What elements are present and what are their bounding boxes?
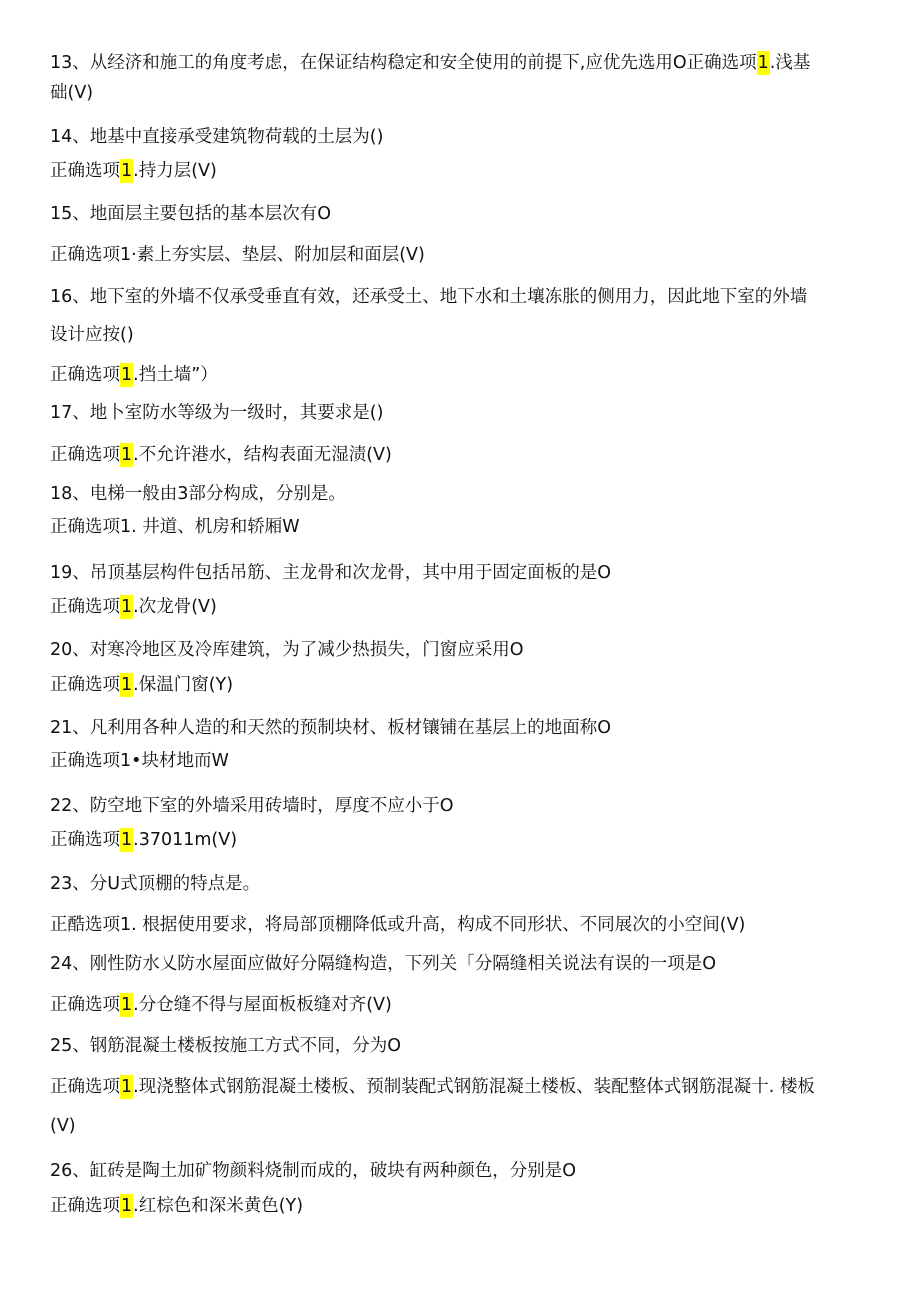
question-text: 13、从经济和施工的角度考虑，在保证结构稳定和安全使用的前提下,应优先选用O正确选项 xyxy=(50,53,757,73)
answer-label: 正确选项 xyxy=(50,445,120,465)
answer-line-19 xyxy=(50,595,217,619)
question-line-16: 16、地下室的外墙不仅承受垂直有效，还承受土、地下水和土壤冻胀的侧用力，因此地下室的外墙 xyxy=(50,287,808,307)
answer-line-13-cont: 础(V) xyxy=(50,83,94,103)
answer-line-20 xyxy=(50,673,233,697)
answer-line-17 xyxy=(50,443,392,467)
question-line-21: 21、凡利用各种人造的和天然的预制块材、板材镶铺在基层上的地面称O xyxy=(50,718,612,738)
answer-line-18: 正确选项1. 井道、机房和轿厢W xyxy=(50,517,300,537)
answer-line-16 xyxy=(50,363,218,387)
answer-line-23: 正酷选项1. 根据使用要求，将局部顶棚降低或升高，构成不同形状、不同展次的小空间(V) xyxy=(50,915,746,935)
answer-line-26 xyxy=(50,1194,303,1218)
answer-text: .分仓缝不得与屋面板板缝对齐(V) xyxy=(133,995,392,1015)
answer-highlight: 1 xyxy=(121,1077,133,1097)
answer-text: .37011m(V) xyxy=(133,830,238,850)
question-line-13 xyxy=(50,51,810,75)
answer-highlight: 1 xyxy=(121,1196,133,1216)
answer-label: 正确选项 xyxy=(50,830,120,850)
question-line-23: 23、分U式顶棚的特点是。 xyxy=(50,874,261,894)
answer-line-21: 正确选项1•块材地而W xyxy=(50,751,229,771)
question-line-20: 20、对寒冷地区及冷库建筑，为了减少热损失，门窗应采用O xyxy=(50,640,524,660)
answer-highlight: 1 xyxy=(121,995,133,1015)
answer-line-25 xyxy=(50,1075,815,1099)
answer-text: .挡土墙”） xyxy=(133,365,218,385)
answer-label: 正确选项 xyxy=(50,1196,120,1216)
question-line-25: 25、钢筋混凝土楼板按施工方式不同，分为O xyxy=(50,1036,402,1056)
question-line-24: 24、刚性防水乂防水屋面应做好分隔缝构造，下列关「分隔缝相关说法有误的一项是O xyxy=(50,954,717,974)
question-line-26: 26、缸砖是陶土加矿物颜料烧制而成的，破块有两种颜色，分别是O xyxy=(50,1161,577,1181)
answer-line-25-cont: (V) xyxy=(50,1116,76,1136)
answer-label: 正确选项 xyxy=(50,597,120,617)
answer-line-14 xyxy=(50,159,217,183)
answer-text: .红棕色和深米黄色(Y) xyxy=(133,1196,304,1216)
question-line-17: 17、地卜室防水等级为一级时，其要求是() xyxy=(50,403,384,423)
question-line-16-cont: 设计应按() xyxy=(50,325,134,345)
answer-highlight: 1 xyxy=(757,53,769,73)
answer-label: 正确选项 xyxy=(50,161,120,181)
answer-highlight: 1 xyxy=(121,161,133,181)
answer-label: 正确选项 xyxy=(50,995,120,1015)
answer-text: .保温门窗(Y) xyxy=(133,675,234,695)
question-line-18: 18、电梯一般由3部分构成，分别是。 xyxy=(50,484,346,504)
question-line-22: 22、防空地下室的外墙采用砖墙时，厚度不应小于O xyxy=(50,796,454,816)
answer-highlight: 1 xyxy=(121,830,133,850)
answer-text: .浅基 xyxy=(769,53,811,73)
answer-highlight: 1 xyxy=(121,675,133,695)
question-line-19: 19、吊顶基层构件包括吊筋、主龙骨和次龙骨，其中用于固定面板的是O xyxy=(50,563,612,583)
question-line-15: 15、地面层主要包括的基本层次有O xyxy=(50,204,332,224)
answer-line-24 xyxy=(50,993,392,1017)
question-line-14: 14、地基中直接承受建筑物荷载的土层为() xyxy=(50,127,384,147)
answer-highlight: 1 xyxy=(121,365,133,385)
answer-label: 正确选项 xyxy=(50,365,120,385)
answer-label: 正确选项 xyxy=(50,675,120,695)
answer-label: 正确选项 xyxy=(50,1077,120,1097)
answer-text: .持力层(V) xyxy=(133,161,217,181)
answer-highlight: 1 xyxy=(121,597,133,617)
answer-text: .现浇整体式钢筋混凝土楼板、预制装配式钢筋混凝土楼板、装配整体式钢筋混凝十. 楼板 xyxy=(133,1077,815,1097)
answer-text: .次龙骨(V) xyxy=(133,597,217,617)
answer-highlight: 1 xyxy=(121,445,133,465)
answer-line-22 xyxy=(50,828,237,852)
answer-text: .不允许港水，结构表面无湿渍(V) xyxy=(133,445,392,465)
answer-line-15: 正确选项1·素上夯实层、垫层、附加层和面层(V) xyxy=(50,245,425,265)
